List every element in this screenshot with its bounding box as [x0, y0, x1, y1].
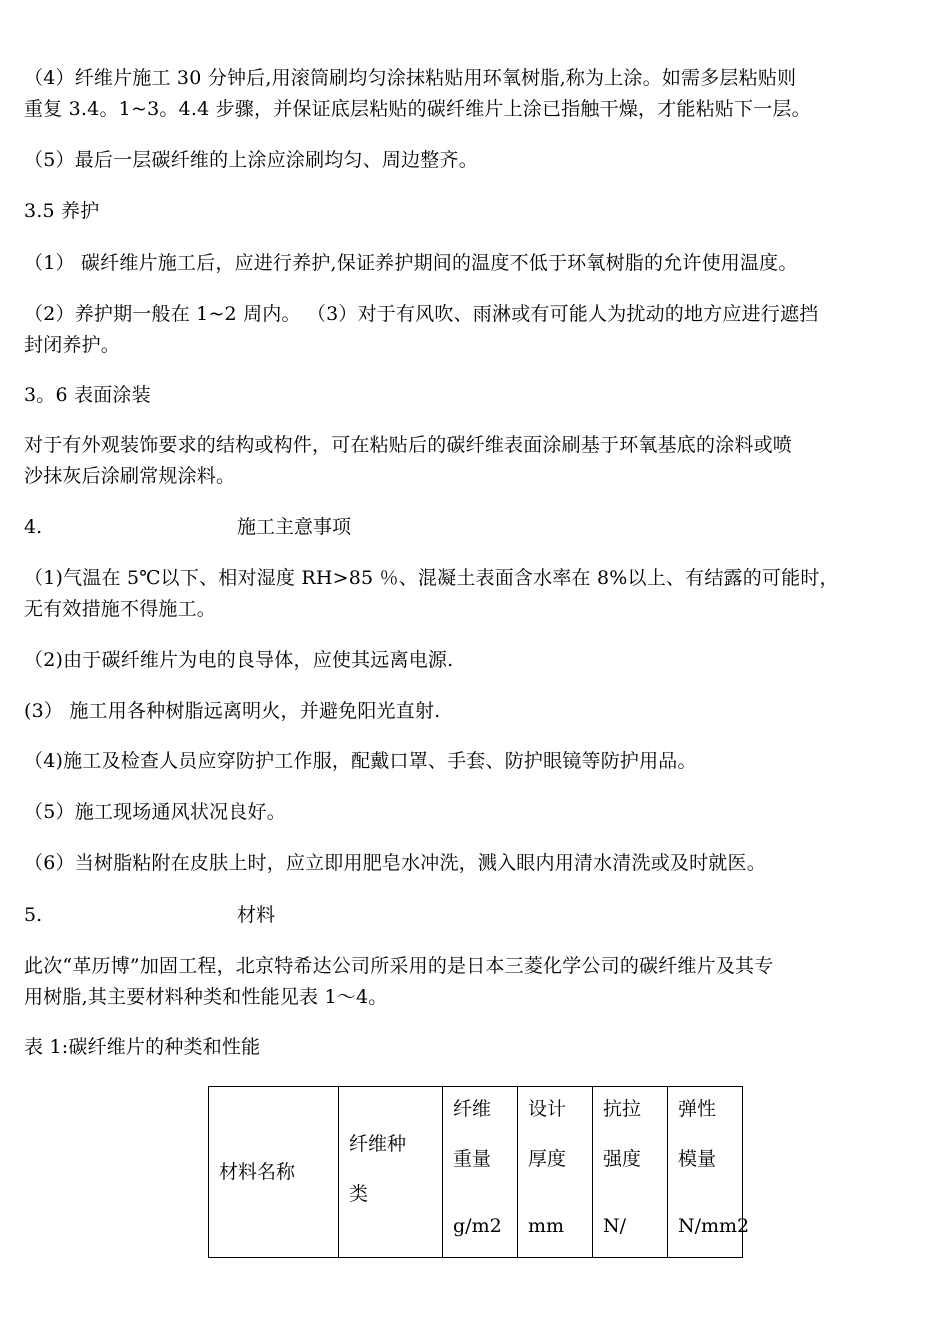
header-tensile-strength [593, 1087, 668, 1258]
notice-4: （4)施工及检查人员应穿防护工作服，配戴口罩、手套、防护眼镜等防护用品。 [24, 750, 697, 772]
para-5: （5）最后一层碳纤维的上涂应涂刷均匀、周边整齐。 [24, 149, 478, 171]
header-fiber-type [339, 1087, 443, 1258]
header-design-thickness-line1: 设计 [528, 1098, 567, 1120]
para-4-line1: （4）纤维片施工 30 分钟后,用滚筒刷均匀涂抹粘贴用环氧树脂,称为上涂。如需多层粘贴则 [24, 67, 797, 89]
notice-1-line2: 无有效措施不得施工。 [24, 598, 217, 620]
section-3-5-heading: 3.5 养护 [24, 200, 100, 222]
coating-line2: 沙抹灰后涂刷常规涂料。 [24, 465, 236, 487]
header-design-thickness-line2: 厚度 [528, 1148, 567, 1170]
materials-line2: 用树脂,其主要材料种类和性能见表 1～4。 [24, 986, 388, 1008]
header-elastic-modulus-line1: 弹性 [678, 1098, 717, 1120]
curing-item-2-line1: （2）养护期一般在 1~2 周内。 （3）对于有风吹、雨淋或有可能人为扰动的地方应进行遮挡 [24, 303, 819, 325]
materials-line1: 此次“革历博”加固工程，北京特希达公司所采用的是日本三菱化学公司的碳纤维片及其专 [24, 955, 774, 977]
coating-line1: 对于有外观装饰要求的结构或构件，可在粘贴后的碳纤维表面涂刷基于环氧基底的涂料或喷 [24, 434, 793, 456]
section-4-number: 4. [24, 516, 43, 538]
header-fiber-type-line1: 纤维种 [349, 1133, 407, 1155]
section-4-title: 施工主意事项 [237, 516, 352, 538]
header-fiber-weight-unit: g/m2 [453, 1215, 502, 1237]
table-caption: 表 1:碳纤维片的种类和性能 [24, 1036, 261, 1058]
section-5-number: 5. [24, 904, 43, 926]
header-tensile-strength-line2: 强度 [603, 1148, 642, 1170]
curing-item-1: （1） 碳纤维片施工后，应进行养护,保证养护期间的温度不低于环氧树脂的允许使用温度。 [24, 252, 798, 274]
header-tensile-strength-unit: N/ [603, 1215, 627, 1237]
header-design-thickness [518, 1087, 593, 1258]
header-fiber-type-line2: 类 [349, 1183, 369, 1205]
header-design-thickness-unit: mm [528, 1215, 565, 1237]
table-header-row [209, 1087, 743, 1258]
curing-item-2-line2: 封闭养护。 [24, 334, 121, 356]
header-elastic-modulus-unit: N/mm2 [678, 1215, 750, 1237]
notice-2: （2)由于碳纤维片为电的良导体，应使其远离电源. [24, 649, 454, 671]
section-5-title: 材料 [237, 904, 276, 926]
carbon-fiber-spec-table [208, 1086, 750, 1258]
notice-6: （6）当树脂粘附在皮肤上时，应立即用肥皂水冲洗，溅入眼内用清水清洗或及时就医。 [24, 852, 766, 874]
header-fiber-weight-line1: 纤维 [453, 1098, 492, 1120]
notice-1-line1: （1)气温在 5℃以下、相对湿度 RH>85 ％、混凝土表面含水率在 8%以上、有结露的可能时， [24, 567, 839, 589]
notice-5: （5）施工现场通风状况良好。 [24, 801, 286, 823]
header-material-name [209, 1087, 339, 1258]
header-fiber-weight-line2: 重量 [453, 1148, 492, 1170]
para-4-line2: 重复 3.4。1~3。4.4 步骤，并保证底层粘贴的碳纤维片上涂已指触干燥，才能粘贴下一层。 [24, 98, 811, 120]
section-3-6-heading: 3。6 表面涂装 [24, 384, 151, 406]
header-fiber-weight [443, 1087, 518, 1258]
header-material-name-text: 材料名称 [219, 1161, 296, 1183]
header-elastic-modulus [668, 1087, 750, 1258]
header-tensile-strength-line1: 抗拉 [603, 1098, 642, 1120]
header-elastic-modulus-line2: 模量 [678, 1148, 717, 1170]
notice-3: (3） 施工用各种树脂远离明火，并避免阳光直射. [24, 700, 441, 722]
